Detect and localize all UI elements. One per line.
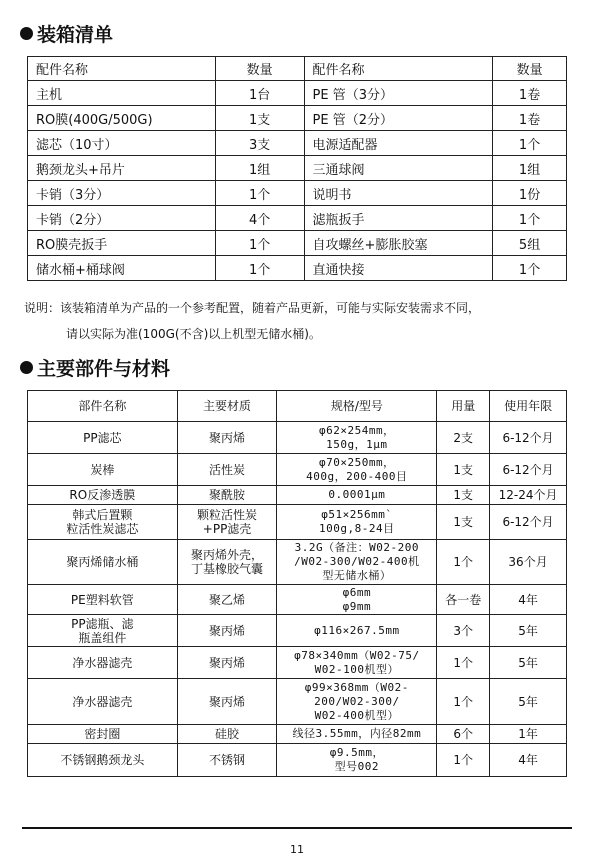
header-cell: 数量 bbox=[493, 57, 567, 81]
part-name-cell: 鹅颈龙头+吊片 bbox=[28, 156, 216, 181]
material-cell: 聚丙烯外壳， 丁基橡胶气囊 bbox=[177, 540, 277, 585]
usage-cell: 2支 bbox=[437, 422, 490, 454]
spec-cell: φ116×267.5mm bbox=[277, 615, 437, 647]
part-name-cell: 卡销（3分） bbox=[28, 181, 216, 206]
lifespan-cell: 36个月 bbox=[490, 540, 567, 585]
spec-cell: φ51×256mm` 100g,8-24目 bbox=[277, 505, 437, 540]
quantity-cell: 1支 bbox=[215, 106, 304, 131]
usage-cell: 1个 bbox=[437, 744, 490, 777]
spec-cell: φ9.5mm， 型号002 bbox=[277, 744, 437, 777]
material-cell: 活性炭 bbox=[177, 454, 277, 486]
table-row bbox=[28, 505, 567, 540]
usage-cell: 1个 bbox=[437, 679, 490, 725]
part-name-cell: RO反渗透膜 bbox=[28, 486, 178, 505]
header-cell: 规格/型号 bbox=[277, 391, 437, 422]
material-cell: 聚丙烯 bbox=[177, 422, 277, 454]
part-name-cell: RO膜(400G/500G) bbox=[28, 106, 216, 131]
header-cell: 用量 bbox=[437, 391, 490, 422]
table-row bbox=[28, 81, 567, 106]
parts-table-header bbox=[28, 391, 567, 422]
table-row bbox=[28, 131, 567, 156]
header-cell: 数量 bbox=[215, 57, 304, 81]
table-row bbox=[28, 744, 567, 777]
material-cell: 聚丙烯 bbox=[177, 615, 277, 647]
usage-cell: 1支 bbox=[437, 505, 490, 540]
usage-cell: 6个 bbox=[437, 725, 490, 744]
usage-cell: 3个 bbox=[437, 615, 490, 647]
part-name-cell: 直通快接 bbox=[304, 256, 493, 281]
note-line-1: 说明：该装箱清单为产品的一个参考配置，随着产品更新，可能与实际安装需求不同， bbox=[24, 301, 481, 315]
parts-table bbox=[27, 390, 567, 777]
lifespan-cell: 6-12个月 bbox=[490, 505, 567, 540]
packing-table-body bbox=[28, 81, 567, 281]
usage-cell: 各一卷 bbox=[437, 585, 490, 615]
quantity-cell: 4个 bbox=[215, 206, 304, 231]
spec-cell: 线径3.55mm，内径82mm bbox=[277, 725, 437, 744]
material-cell: 聚酰胺 bbox=[177, 486, 277, 505]
material-cell: 硅胶 bbox=[177, 725, 277, 744]
material-cell: 不锈钢 bbox=[177, 744, 277, 777]
part-name-cell: 自攻螺丝+膨胀胶塞 bbox=[304, 231, 493, 256]
table-row bbox=[28, 615, 567, 647]
part-name-cell: 说明书 bbox=[304, 181, 493, 206]
part-name-cell: 储水桶+桶球阀 bbox=[28, 256, 216, 281]
page-number: 11 bbox=[290, 843, 304, 856]
lifespan-cell: 4年 bbox=[490, 585, 567, 615]
spec-cell: φ99×368mm（W02- 200/W02-300/ W02-400机型） bbox=[277, 679, 437, 725]
table-row bbox=[28, 585, 567, 615]
material-cell: 聚丙烯 bbox=[177, 647, 277, 679]
table-row bbox=[28, 540, 567, 585]
table-row bbox=[28, 181, 567, 206]
packing-list-heading bbox=[20, 20, 113, 47]
part-name-cell: 净水器滤壳 bbox=[28, 647, 178, 679]
footer-rule bbox=[22, 827, 572, 829]
table-row bbox=[28, 106, 567, 131]
lifespan-cell: 5年 bbox=[490, 647, 567, 679]
packing-table-header bbox=[28, 57, 567, 81]
lifespan-cell: 6-12个月 bbox=[490, 454, 567, 486]
lifespan-cell: 12-24个月 bbox=[490, 486, 567, 505]
header-cell: 配件名称 bbox=[28, 57, 216, 81]
quantity-cell: 1个 bbox=[493, 131, 567, 156]
part-name-cell: 不锈钢鹅颈龙头 bbox=[28, 744, 178, 777]
usage-cell: 1支 bbox=[437, 486, 490, 505]
part-name-cell: PE 管（2分） bbox=[304, 106, 493, 131]
lifespan-cell: 6-12个月 bbox=[490, 422, 567, 454]
table-row bbox=[28, 156, 567, 181]
spec-cell: φ62×254mm， 150g，1μm bbox=[277, 422, 437, 454]
quantity-cell: 3支 bbox=[215, 131, 304, 156]
part-name-cell: 电源适配器 bbox=[304, 131, 493, 156]
bullet-dot-icon bbox=[20, 361, 33, 374]
quantity-cell: 1卷 bbox=[493, 106, 567, 131]
part-name-cell: 卡销（2分） bbox=[28, 206, 216, 231]
part-name-cell: 主机 bbox=[28, 81, 216, 106]
part-name-cell: PE塑料软管 bbox=[28, 585, 178, 615]
part-name-cell: RO膜壳扳手 bbox=[28, 231, 216, 256]
table-row bbox=[28, 486, 567, 505]
quantity-cell: 1个 bbox=[215, 231, 304, 256]
part-name-cell: PP滤瓶、滤 瓶盖组件 bbox=[28, 615, 178, 647]
spec-cell: 3.2G（备注：W02-200 /W02-300/W02-400机 型无储水桶） bbox=[277, 540, 437, 585]
table-row bbox=[28, 206, 567, 231]
part-name-cell: PP滤芯 bbox=[28, 422, 178, 454]
usage-cell: 1个 bbox=[437, 540, 490, 585]
lifespan-cell: 4年 bbox=[490, 744, 567, 777]
header-cell: 部件名称 bbox=[28, 391, 178, 422]
part-name-cell: 三通球阀 bbox=[304, 156, 493, 181]
table-row bbox=[28, 422, 567, 454]
part-name-cell: 滤芯（10寸） bbox=[28, 131, 216, 156]
header-cell: 配件名称 bbox=[304, 57, 493, 81]
usage-cell: 1支 bbox=[437, 454, 490, 486]
parts-heading bbox=[20, 354, 170, 381]
spec-cell: φ78×340mm（W02-75/ W02-100机型） bbox=[277, 647, 437, 679]
part-name-cell: 韩式后置颗 粒活性炭滤芯 bbox=[28, 505, 178, 540]
part-name-cell: 净水器滤壳 bbox=[28, 679, 178, 725]
lifespan-cell: 5年 bbox=[490, 615, 567, 647]
packing-list-title: 装箱清单 bbox=[37, 24, 114, 46]
header-cell: 主要材质 bbox=[177, 391, 277, 422]
table-row bbox=[28, 679, 567, 725]
spec-cell: φ6mm φ9mm bbox=[277, 585, 437, 615]
table-row bbox=[28, 256, 567, 281]
bullet-dot-icon bbox=[20, 27, 33, 40]
material-cell: 颗粒活性炭 +PP滤壳 bbox=[177, 505, 277, 540]
quantity-cell: 1组 bbox=[215, 156, 304, 181]
table-row bbox=[28, 231, 567, 256]
part-name-cell: 密封圈 bbox=[28, 725, 178, 744]
part-name-cell: 炭棒 bbox=[28, 454, 178, 486]
spec-cell: φ70×250mm， 400g，200-400目 bbox=[277, 454, 437, 486]
parts-title: 主要部件与材料 bbox=[37, 358, 171, 380]
table-row bbox=[28, 454, 567, 486]
lifespan-cell: 1年 bbox=[490, 725, 567, 744]
material-cell: 聚丙烯 bbox=[177, 679, 277, 725]
part-name-cell: 聚丙烯储水桶 bbox=[28, 540, 178, 585]
part-name-cell: 滤瓶扳手 bbox=[304, 206, 493, 231]
quantity-cell: 1个 bbox=[215, 181, 304, 206]
quantity-cell: 1组 bbox=[493, 156, 567, 181]
part-name-cell: PE 管（3分） bbox=[304, 81, 493, 106]
table-row bbox=[28, 647, 567, 679]
note-line-2: 请以实际为准(100G(不含)以上机型无储水桶)。 bbox=[66, 327, 321, 341]
usage-cell: 1个 bbox=[437, 647, 490, 679]
spec-cell: 0.0001μm bbox=[277, 486, 437, 505]
material-cell: 聚乙烯 bbox=[177, 585, 277, 615]
quantity-cell: 5组 bbox=[493, 231, 567, 256]
lifespan-cell: 5年 bbox=[490, 679, 567, 725]
parts-table-body bbox=[28, 422, 567, 777]
table-row bbox=[28, 725, 567, 744]
packing-note bbox=[24, 295, 480, 347]
header-cell: 使用年限 bbox=[490, 391, 567, 422]
quantity-cell: 1个 bbox=[493, 256, 567, 281]
quantity-cell: 1个 bbox=[215, 256, 304, 281]
quantity-cell: 1个 bbox=[493, 206, 567, 231]
quantity-cell: 1份 bbox=[493, 181, 567, 206]
quantity-cell: 1卷 bbox=[493, 81, 567, 106]
quantity-cell: 1台 bbox=[215, 81, 304, 106]
packing-list-table bbox=[27, 56, 567, 281]
